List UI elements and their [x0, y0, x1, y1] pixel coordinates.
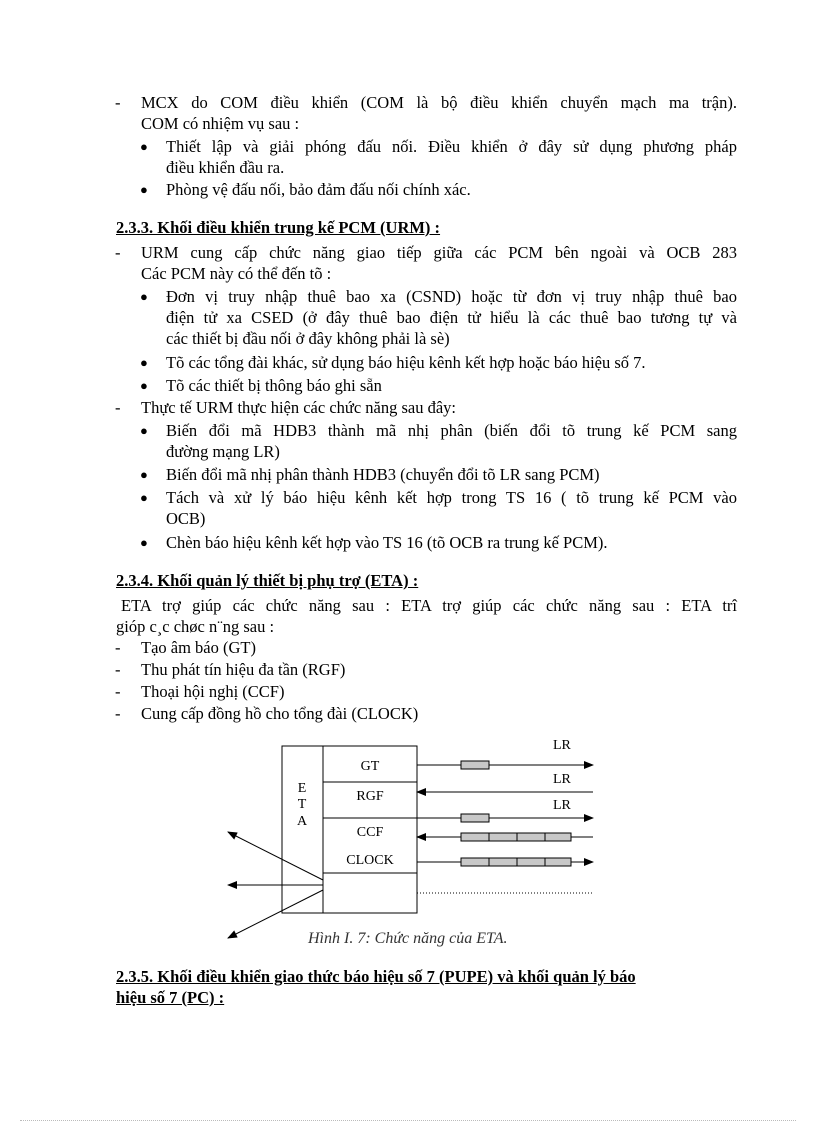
section-heading-eta: 2.3.4. Khối quản lý thiết bị phụ trợ (ETA) :	[116, 571, 419, 590]
s2-b3: Tõ các thiết bị thông báo ghi sẵn	[166, 376, 382, 395]
dash-marker: -	[115, 638, 121, 657]
s2-b1-line3: các thiết bị đầu nối ở đây không phải là sè)	[166, 329, 450, 348]
row-label-gt: GT	[360, 759, 380, 774]
clock-left-arrow-up	[228, 832, 323, 880]
s2-item1-line1: URM cung cấp chức năng giao tiếp giữa các PCM bên ngoài và OCB 283	[141, 243, 737, 262]
s3-d4: Cung cấp đồng hồ cho tổng đài (CLOCK)	[141, 704, 419, 723]
lr-label-2: LR	[553, 772, 571, 787]
eta-outer-box	[282, 746, 417, 913]
section-heading-urm: 2.3.3. Khối điều khiển trung kế PCM (URM) :	[116, 218, 441, 237]
s3-intro-line1: ETA trợ giúp các chức năng sau : ETA trợ giúp các chức năng sau : ETA trî	[121, 596, 737, 615]
s2-b6-line2: OCB)	[166, 509, 206, 528]
s2-item2: Thực tế URM thực hiện các chức năng sau đây:	[141, 398, 457, 417]
ccf-signal-block-4	[545, 833, 571, 841]
eta-letter-e: E	[297, 781, 307, 796]
bullet-marker: ●	[140, 535, 148, 550]
dash-marker: -	[115, 398, 121, 417]
clock-signal-block-4	[545, 858, 571, 866]
eta-letter-a: A	[296, 814, 308, 829]
section-heading-pupe-line1: 2.3.5. Khối điều khiển giao thức báo hiệu số 7 (PUPE) và khối quản lý báo	[116, 967, 636, 986]
bullet-marker: ●	[140, 378, 148, 393]
ccf-signal-block-1	[461, 833, 489, 841]
s2-item1-line2: Các PCM này có thể đến tõ :	[141, 264, 332, 283]
s1-bullet2: Phòng vệ đấu nối, bảo đảm đấu nối chính xác.	[166, 180, 471, 199]
bullet-marker: ●	[140, 467, 148, 482]
s2-b6-line1: Tách và xử lý báo hiệu kênh kết hợp trong TS 16 ( tõ trung kế PCM vào	[166, 488, 737, 507]
ccf-signal-block-2	[489, 833, 517, 841]
gt-signal-block	[461, 761, 489, 769]
s1-bullet1-line1: Thiết lập và giải phóng đấu nối. Điều khiển ở đây sử dụng phương pháp	[166, 137, 737, 156]
figure-caption: Hình I. 7: Chức năng của ETA.	[308, 930, 508, 947]
row-label-rgf: RGF	[356, 789, 384, 804]
bullet-marker: ●	[140, 423, 148, 438]
clock-signal-block-2	[489, 858, 517, 866]
s2-b5: Biến đổi mã nhị phân thành HDB3 (chuyển đổi tõ LR sang PCM)	[166, 465, 600, 484]
ccf-signal-block-3	[517, 833, 545, 841]
s2-b4-line2: đường mạng LR)	[166, 442, 280, 461]
s2-b1-line1: Đơn vị truy nhập thuê bao xa (CSND) hoặc từ đơn vị truy nhập thuê bao	[166, 287, 737, 306]
s3-d2: Thu phát tín hiệu đa tần (RGF)	[141, 660, 346, 679]
bullet-marker: ●	[140, 289, 148, 304]
s2-b4-line1: Biến đổi mã HDB3 thành mã nhị phân (biến đổi tõ trung kế PCM sang	[166, 421, 737, 440]
bullet-marker: ●	[140, 182, 148, 197]
s1-item1-line2: COM có nhiệm vụ sau :	[141, 114, 300, 133]
rgf-signal-block	[461, 814, 489, 822]
dash-marker: -	[115, 682, 121, 701]
lr-label-3: LR	[553, 798, 571, 813]
dash-marker: -	[115, 660, 121, 679]
clock-signal-block-3	[517, 858, 545, 866]
s1-item1-line1: MCX do COM điều khiển (COM là bộ điều khiển chuyển mạch ma trận).	[141, 93, 737, 112]
bullet-marker: ●	[140, 355, 148, 370]
s2-b7: Chèn báo hiệu kênh kết hợp vào TS 16 (tõ OCB ra trung kế PCM).	[166, 533, 608, 552]
row-label-ccf: CCF	[356, 825, 384, 840]
row-label-clock: CLOCK	[346, 853, 394, 868]
bullet-marker: ●	[140, 139, 148, 154]
bullet-marker: ●	[140, 490, 148, 505]
s2-b1-line2: điện tử xa CSED (ở đây thuê bao điện tử hiểu là các thuê bao tương tự và	[166, 308, 737, 327]
clock-signal-block-1	[461, 858, 489, 866]
s3-d1: Tạo âm báo (GT)	[141, 638, 256, 657]
dash-marker: -	[115, 93, 121, 112]
s2-b2: Tõ các tổng đài khác, sử dụng báo hiệu kênh kết hợp hoặc báo hiệu số 7.	[166, 353, 646, 372]
s3-intro-line2: gióp c¸c chøc n¨ng sau :	[116, 617, 275, 636]
section-heading-pupe-line2: hiệu số 7 (PC) :	[116, 988, 225, 1007]
eta-letter-t: T	[297, 797, 307, 812]
page-bottom-border	[20, 1120, 796, 1121]
s1-bullet1-line2: điều khiển đầu ra.	[166, 158, 285, 177]
lr-label-1: LR	[553, 738, 571, 753]
dash-marker: -	[115, 243, 121, 262]
dash-marker: -	[115, 704, 121, 723]
s3-d3: Thoại hội nghị (CCF)	[141, 682, 285, 701]
